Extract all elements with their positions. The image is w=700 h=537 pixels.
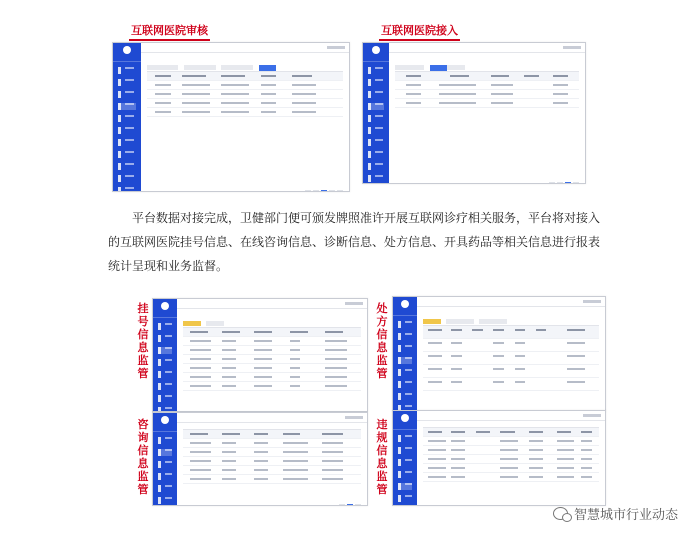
registration-label: 挂号信息监管 bbox=[137, 302, 149, 380]
review-screenshot bbox=[112, 42, 350, 192]
wechat-icon bbox=[553, 507, 568, 520]
consultation-label: 咨询信息监管 bbox=[137, 418, 149, 496]
violation-label: 违规信息监管 bbox=[376, 418, 388, 496]
registration-screenshot bbox=[152, 298, 368, 412]
consultation-screenshot bbox=[152, 412, 368, 506]
prescription-label: 处方信息监管 bbox=[376, 302, 388, 380]
watermark-text: 智慧城市行业动态 bbox=[573, 508, 678, 523]
review-label: 互联网医院审核 bbox=[129, 22, 210, 41]
prescription-screenshot bbox=[392, 296, 606, 412]
violation-screenshot bbox=[392, 410, 606, 506]
access-screenshot bbox=[362, 42, 586, 184]
sidebar bbox=[113, 43, 141, 191]
description-paragraph: 平台数据对接完成，卫健部门便可颁发牌照准许开展互联网诊疗相关服务，平台将对接入的互联网医院挂号信息、在线咨询信息、诊断信息、处方信息、开具药品等相关信息进行报表统计呈现和业务监督。 bbox=[108, 211, 601, 273]
watermark bbox=[553, 504, 678, 523]
access-label: 互联网医院接入 bbox=[379, 22, 460, 41]
